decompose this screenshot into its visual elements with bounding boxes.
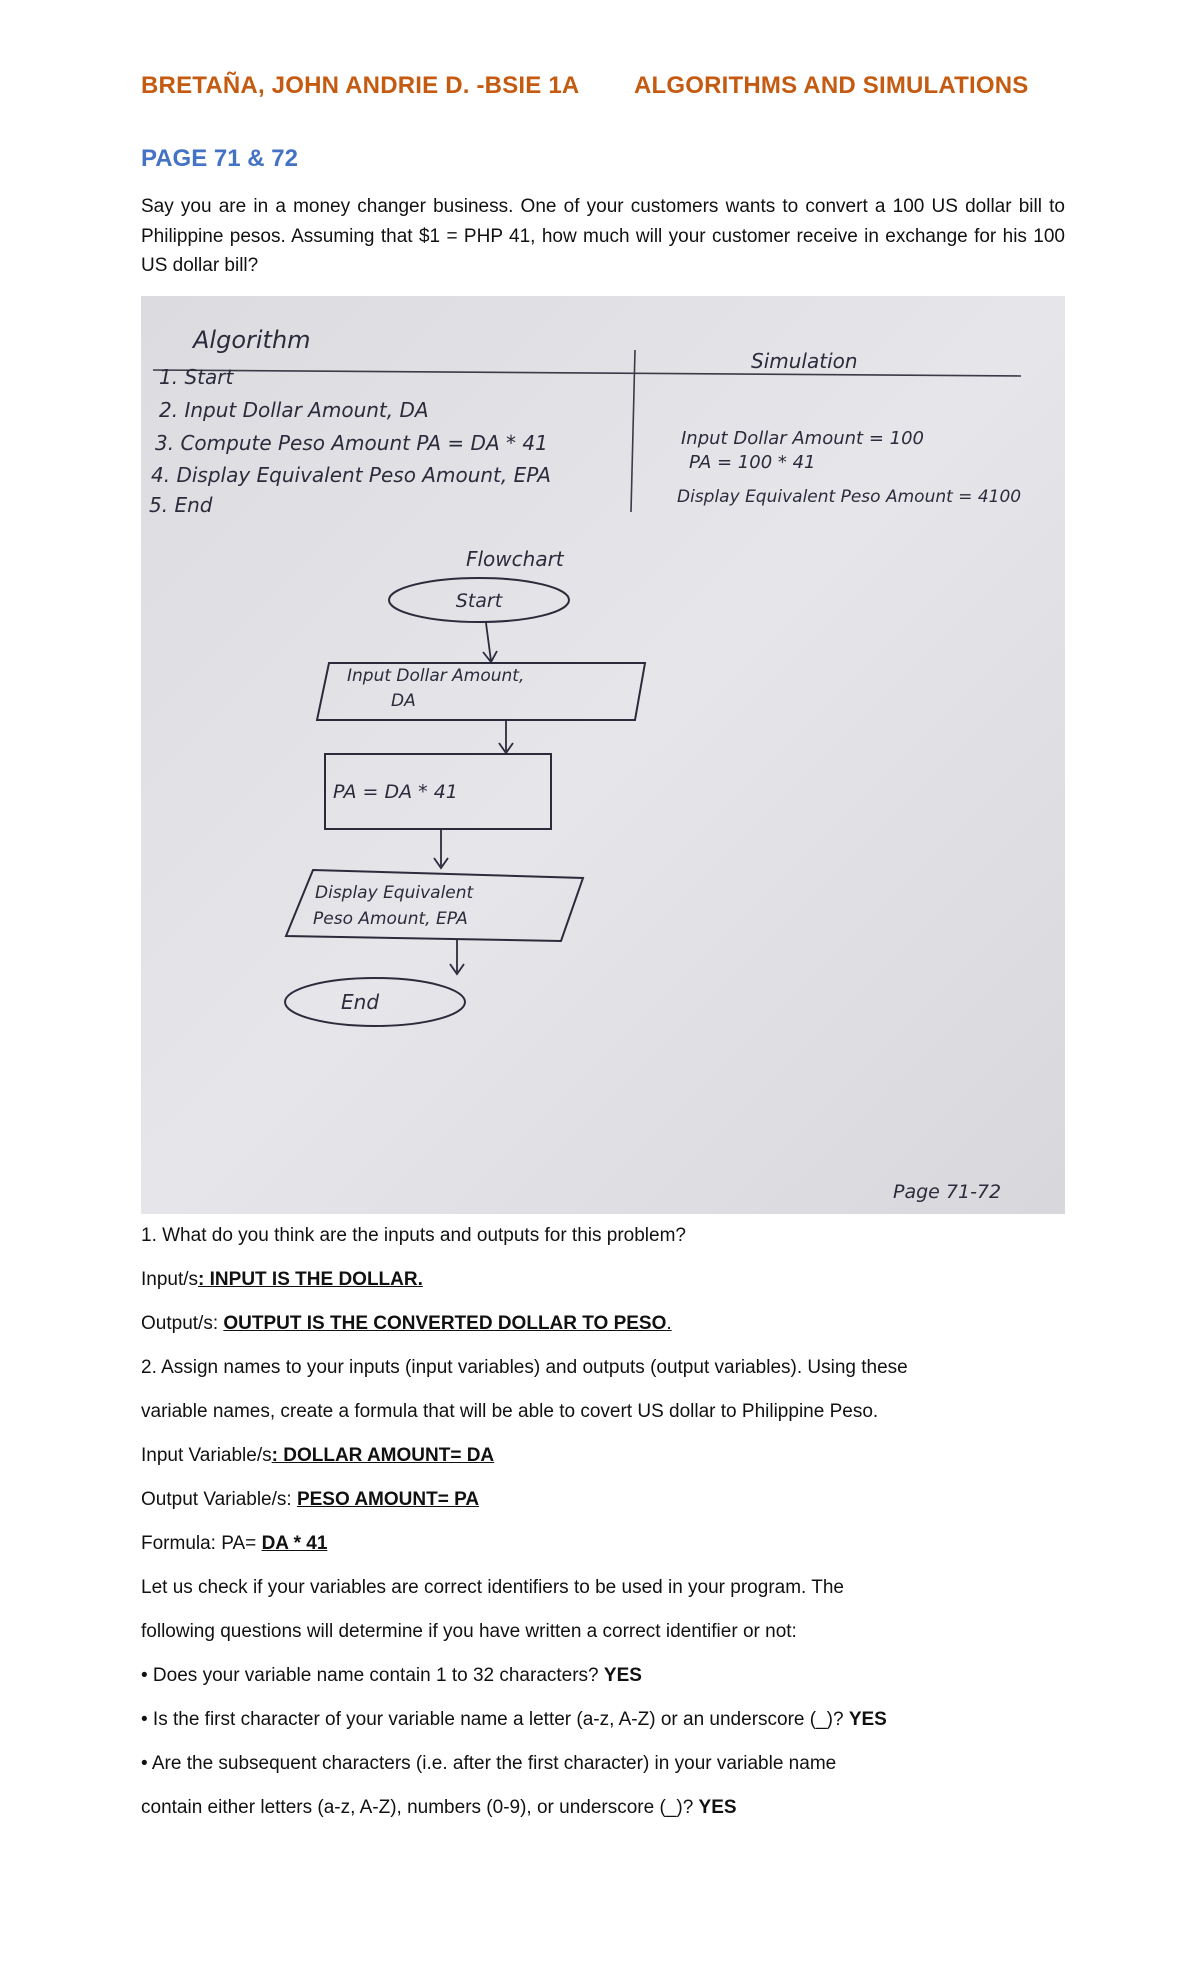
q1-output-answer: OUTPUT IS THE CONVERTED DOLLAR TO PESO bbox=[223, 1313, 667, 1334]
simulation-line: PA = 100 * 41 bbox=[689, 452, 816, 473]
check-bullet-2-answer: YES bbox=[848, 1709, 887, 1730]
q2-input-answer: : DOLLAR AMOUNT= DA bbox=[271, 1445, 495, 1466]
check-bullet-3-line-1: • Are the subsequent characters (i.e. after the first character) in your variable name bbox=[141, 1753, 837, 1774]
check-intro-line-2: following questions will determine if you have written a correct identifier or not: bbox=[141, 1621, 797, 1642]
check-bullet-3-answer: YES bbox=[698, 1797, 737, 1818]
simulation-title: Simulation bbox=[751, 349, 858, 373]
flowchart-display-label: Peso Amount, EPA bbox=[313, 909, 468, 929]
header-subject: ALGORITHMS AND SIMULATIONS bbox=[634, 72, 1029, 99]
q1-output-end: . bbox=[666, 1313, 672, 1334]
algorithm-step: 1. Start bbox=[159, 365, 234, 389]
flowchart-input-label: DA bbox=[391, 691, 416, 711]
question-1: 1. What do you think are the inputs and outputs for this problem? bbox=[141, 1225, 686, 1246]
algorithm-step: 2. Input Dollar Amount, DA bbox=[159, 398, 429, 422]
q2-input-label: Input Variable/s bbox=[141, 1445, 272, 1466]
flowchart-end-label: End bbox=[341, 990, 380, 1014]
check-intro-line-1: Let us check if your variables are correct identifiers to be used in your program. The bbox=[141, 1577, 844, 1598]
algorithm-step: 5. End bbox=[149, 493, 213, 517]
problem-statement: Say you are in a money changer business. One of your customers wants to convert a 100 US dollar bill to Philippine pesos. Assuming that $1 = PHP 41, how much will your customer receive in exchange for his 100 US dollar bill? bbox=[141, 196, 1065, 276]
q1-input-row bbox=[141, 1267, 423, 1293]
header-author: BRETAÑA, JOHN ANDRIE D. -BSIE 1A bbox=[141, 72, 580, 99]
check-bullet-3-line-2 bbox=[141, 1795, 737, 1821]
flowchart-input-label: Input Dollar Amount, bbox=[347, 666, 525, 686]
q2-output-label: Output Variable/s: bbox=[141, 1489, 297, 1510]
q1-output-row bbox=[141, 1311, 672, 1337]
page-note: Page 71-72 bbox=[893, 1181, 1002, 1203]
q2-formula-row bbox=[141, 1531, 327, 1557]
q2-input-row bbox=[141, 1443, 494, 1469]
simulation-line: Display Equivalent Peso Amount = 4100 bbox=[677, 487, 1022, 507]
question-2-line-1: 2. Assign names to your inputs (input variables) and outputs (output variables). Using these bbox=[141, 1357, 908, 1378]
q1-output-label: Output/s: bbox=[141, 1313, 224, 1334]
algorithm-step: 3. Compute Peso Amount PA = DA * 41 bbox=[155, 431, 548, 455]
q1-input-label: Input/s bbox=[141, 1269, 199, 1290]
q1-input-answer: : INPUT IS THE DOLLAR. bbox=[198, 1269, 423, 1290]
q2-output-answer: PESO AMOUNT= PA bbox=[296, 1489, 480, 1510]
simulation-line: Input Dollar Amount = 100 bbox=[681, 428, 924, 449]
check-bullet-2 bbox=[141, 1707, 887, 1733]
flowchart-title: Flowchart bbox=[466, 547, 564, 571]
handwritten-photo bbox=[141, 296, 1065, 1214]
question-2-line-2: variable names, create a formula that will be able to covert US dollar to Philippine Peso. bbox=[141, 1401, 879, 1422]
algorithm-step: 4. Display Equivalent Peso Amount, EPA bbox=[151, 463, 551, 487]
page-title: PAGE 71 & 72 bbox=[141, 145, 298, 172]
check-bullet-2-text: • Is the first character of your variable name a letter (a-z, A-Z) or an underscore (_)? bbox=[141, 1709, 849, 1730]
q2-output-row bbox=[141, 1487, 479, 1513]
flowchart-display-label: Display Equivalent bbox=[315, 883, 474, 903]
algorithm-title: Algorithm bbox=[193, 326, 311, 354]
check-bullet-3-text: contain either letters (a-z, A-Z), numbers (0-9), or underscore (_)? bbox=[141, 1797, 699, 1818]
flowchart-start-label: Start bbox=[455, 590, 503, 612]
flowchart-process-label: PA = DA * 41 bbox=[333, 781, 458, 803]
check-bullet-1-text: • Does your variable name contain 1 to 32 characters? bbox=[141, 1665, 604, 1686]
q2-formula-label: Formula: PA= bbox=[141, 1533, 262, 1554]
check-bullet-1-answer: YES bbox=[603, 1665, 642, 1686]
q2-formula-answer: DA * 41 bbox=[261, 1533, 328, 1554]
check-bullet-1 bbox=[141, 1663, 642, 1689]
